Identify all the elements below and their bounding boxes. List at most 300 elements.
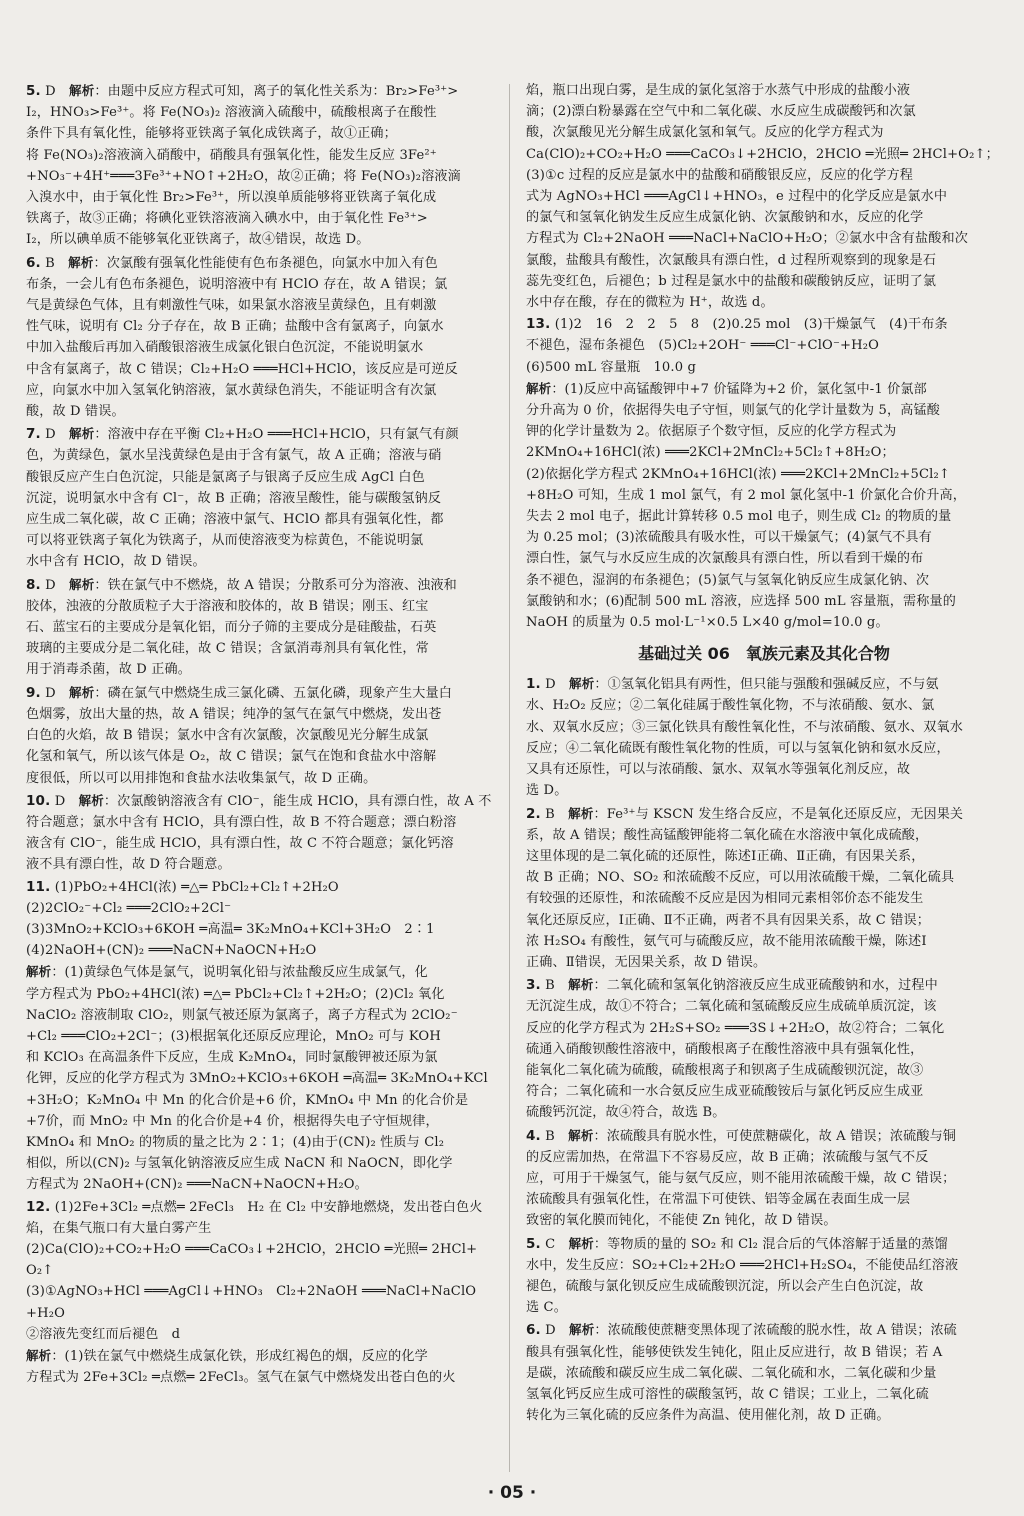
text-line bbox=[26, 1047, 496, 1068]
line-text: 系，故 A 错误；酸性高锰酸钾能将二氧化硫在水溶液中氧化成硫酸， bbox=[526, 827, 929, 843]
line-text: ：次氯酸有强氧化性能使有色布条褪色，向氯水中加入有色 bbox=[93, 255, 438, 271]
line-text: I₂，HNO₃>Fe³⁺。将 Fe(NO₃)₂ 溶液滴入硫酸中，硫酸根离子在酸性 bbox=[26, 105, 437, 121]
line-text: ②溶液先变红而后褪色 d bbox=[26, 1326, 181, 1342]
line-text: ：浓硫酸使蔗糖变黑体现了浓硫酸的脱水性，故 A 错误；浓硫 bbox=[594, 1323, 957, 1339]
text-line bbox=[26, 467, 496, 488]
text-line bbox=[26, 80, 496, 102]
line-text: (1)2 16 2 2 5 8 (2)0.25 mol (3)干燥氯气 (4)干布条 bbox=[554, 317, 948, 333]
text-line bbox=[526, 591, 1002, 612]
text-line bbox=[26, 1026, 496, 1047]
text-line bbox=[526, 442, 1002, 463]
text-line bbox=[26, 746, 496, 767]
analysis-label: 解析 bbox=[568, 1127, 594, 1143]
line-text: 色烟雾，放出大量的热，故 A 错误；纯净的氢气在氯气中燃烧，发出苍 bbox=[26, 706, 442, 722]
text-line bbox=[26, 488, 496, 509]
line-text: 应，可用于干燥氢气，能与氨气反应，则不能用浓硫酸干燥，故 C 错误； bbox=[526, 1170, 956, 1186]
text-line bbox=[526, 1039, 1002, 1060]
line-text: 硫酸钙沉淀，故④符合，故选 B。 bbox=[526, 1105, 726, 1121]
line-text: 有较强的还原性，和浓硫酸不反应是因为相同元素相邻价态不能发生 bbox=[526, 891, 924, 907]
text-line bbox=[526, 144, 1002, 165]
line-text: 致密的氧化膜而钝化，不能使 Zn 钝化，故 D 错误。 bbox=[526, 1213, 837, 1229]
text-line bbox=[26, 1174, 496, 1195]
line-text: 浓 H₂SO₄ 有酸性，氨气可与硫酸反应，故不能用浓硫酸干燥，陈述Ⅰ bbox=[526, 933, 927, 949]
text-line bbox=[26, 337, 496, 358]
line-text: 度很低，所以可以用排饱和食盐水法收集氯气，故 D 正确。 bbox=[26, 770, 377, 786]
answer-choice: D bbox=[45, 577, 56, 593]
text-line bbox=[26, 638, 496, 659]
line-text: 将 Fe(NO₃)₂溶液滴入硝酸中，硝酸具有强氧化性，能发生反应 3Fe²⁺ bbox=[26, 147, 437, 163]
line-text: 可以将亚铁离子氧化为铁离子，从而使溶液变为棕黄色，不能说明氯 bbox=[26, 533, 424, 549]
text-line bbox=[526, 271, 1002, 292]
analysis-label: 解析 bbox=[568, 1235, 594, 1251]
line-text: 反应的化学方程式为 2H₂S+SO₂ ═══3S↓+2H₂O，故②符合；二氧化 bbox=[526, 1020, 945, 1036]
text-line bbox=[26, 919, 496, 940]
analysis-label: 解析 bbox=[69, 576, 95, 592]
answer-choice: D bbox=[45, 84, 56, 99]
answer-item bbox=[526, 803, 1002, 974]
text-line bbox=[526, 825, 1002, 846]
question-number: 8. bbox=[26, 576, 41, 593]
text-line bbox=[526, 1297, 1002, 1318]
text-line bbox=[26, 659, 496, 680]
line-text: 水中含有 HClO，故 D 错误。 bbox=[26, 554, 206, 570]
line-text: 相似，所以(CN)₂ 与氢氧化钠溶液反应生成 NaCN 和 NaOCN，即化学 bbox=[26, 1156, 453, 1172]
text-line bbox=[526, 1189, 1002, 1210]
line-text: +7价，而 MnO₂ 中 Mn 的化合价是+4 价，根据得失电子守恒规律， bbox=[26, 1113, 439, 1129]
line-text: 这里体现的是二氧化硫的还原性，陈述Ⅰ正确、Ⅱ正确，有因果关系， bbox=[526, 848, 925, 864]
section-title: 基础过关 06 氧族元素及其化合物 bbox=[638, 644, 890, 664]
line-text: (2)2ClO₂⁻+Cl₂ ═══2ClO₂+2Cl⁻ bbox=[26, 900, 232, 916]
line-text: 水中，发生反应：SO₂+Cl₂+2H₂O ═══2HCl+H₂SO₄，不能使品红溶液 bbox=[526, 1257, 959, 1273]
text-line bbox=[526, 165, 1002, 186]
text-line bbox=[26, 274, 496, 295]
text-line bbox=[526, 695, 1002, 716]
text-line bbox=[26, 1153, 496, 1174]
line-text: 沉淀，说明氯水中含有 Cl⁻，故 B 正确；溶液呈酸性，能与碳酸氢钠反 bbox=[26, 490, 442, 506]
line-text: 氯酸，盐酸具有酸性，次氯酸具有漂白性，d 过程所观察到的现象是石 bbox=[526, 252, 937, 268]
text-line bbox=[26, 877, 496, 898]
answer-item bbox=[26, 790, 496, 876]
line-text: ：(1)铁在氯气中燃烧生成氯化铁，形成红褐色的烟，反应的化学 bbox=[51, 1348, 428, 1364]
text-line bbox=[26, 1281, 496, 1302]
answer-item bbox=[526, 1319, 1002, 1426]
line-text: (3)3MnO₂+KClO₃+6KOH ═高温═ 3K₂MnO₄+KCl+3H₂O 2∶1 bbox=[26, 921, 435, 937]
line-text: 和 KClO₃ 在高温条件下反应，生成 K₂MnO₄，同时氯酸钾被还原为氯 bbox=[26, 1050, 438, 1066]
text-line bbox=[526, 738, 1002, 759]
line-text: 水中存在酸，存在的微粒为 H⁺，故选 d。 bbox=[526, 295, 774, 311]
line-text: I₂，所以碘单质不能够氧化亚铁离子，故④错误，故选 D。 bbox=[26, 232, 370, 248]
line-text: +8H₂O 可知，生成 1 mol 氯气，有 2 mol 氯化氢中-1 价氯化合价升高， bbox=[526, 487, 966, 503]
text-line bbox=[526, 335, 1002, 356]
line-text: 钾的化学计量数为 2。依据原子个数守恒，反应的化学方程式为 bbox=[526, 424, 897, 440]
line-text: 布条，一会儿有色布条褪色，说明溶液中有 HClO 存在，故 A 错误；氯 bbox=[26, 276, 448, 292]
line-text: 应生成二氧化碳，故 C 正确；溶液中氯气、HClO 都具有强氧化性，都 bbox=[26, 512, 444, 528]
line-text: 化氢和氧气，所以该气体是 O₂，故 C 错误；氯气在饱和食盐水中溶解 bbox=[26, 749, 437, 765]
line-text: NaClO₂ 溶液制取 ClO₂，则氯气被还原为氯离子，离子方程式为 2ClO₂⁻ bbox=[26, 1007, 458, 1023]
line-text: 应，向氯水中加入氢氧化钠溶液，氯水黄绿色消失，不能证明含有次氯 bbox=[26, 382, 437, 398]
answer-choice: D bbox=[545, 677, 556, 693]
answer-choice: D bbox=[545, 1323, 556, 1339]
text-line bbox=[26, 123, 496, 144]
line-text: 是碳，浓硫酸和碳反应生成二氧化碳、二氧化硫和水，二氧化碳和少量 bbox=[526, 1365, 937, 1381]
line-text: +Cl₂ ═══ClO₂+2Cl⁻；(3)根据氧化还原反应理论，MnO₂ 可与 KOH bbox=[26, 1028, 441, 1044]
text-line bbox=[26, 1111, 496, 1132]
answer-item bbox=[26, 423, 496, 572]
text-line bbox=[26, 1005, 496, 1026]
line-text: ：由题中反应方程式可知，离子的氧化性关系为：Br₂>Fe³⁺> bbox=[94, 84, 459, 99]
line-text: 为 0.25 mol；(3)浓硫酸具有吸水性，可以干燥氯气；(4)氯气不具有 bbox=[526, 530, 932, 546]
text-line bbox=[26, 682, 496, 704]
text-line bbox=[26, 574, 496, 596]
text-line bbox=[526, 464, 1002, 485]
answer-item bbox=[26, 574, 496, 681]
answer-choice: B bbox=[545, 1128, 555, 1144]
line-text: 蕊先变红色，后褪色；b 过程是氯水中的盐酸和碳酸钠反应，证明了氯 bbox=[526, 273, 937, 289]
line-text: 转化为三氧化硫的反应条件为高温、使用催化剂，故 D 正确。 bbox=[526, 1408, 890, 1424]
line-text: (1)2Fe+3Cl₂ ═点燃═ 2FeCl₃ H₂ 在 Cl₂ 中安静地燃烧，发出苍白色火 bbox=[54, 1199, 483, 1215]
line-text: 氯酸钠和水；(6)配制 500 mL 溶液，应选择 500 mL 容量瓶，需称量的 bbox=[526, 593, 956, 609]
line-text: 方程式为 2Fe+3Cl₂ ═点燃═ 2FeCl₃。氢气在氯气中燃烧发出苍白色的火 bbox=[26, 1370, 456, 1386]
line-text: 选 C。 bbox=[526, 1300, 567, 1316]
line-text: ：磷在氯气中燃烧生成三氯化磷、五氯化磷，现象产生大量白 bbox=[94, 685, 452, 701]
text-line bbox=[26, 940, 496, 961]
text-line bbox=[526, 888, 1002, 909]
line-text: 无沉淀生成，故①不符合；二氧化硫和氢硫酸反应生成硫单质沉淀，该 bbox=[526, 999, 937, 1015]
right-column bbox=[526, 80, 1002, 1427]
text-line bbox=[526, 207, 1002, 228]
line-text: 酸银反应产生白色沉淀，只能是氯离子与银离子反应生成 AgCl 白色 bbox=[26, 469, 425, 485]
text-line bbox=[526, 1018, 1002, 1039]
text-line bbox=[526, 1168, 1002, 1189]
line-text: 失去 2 mol 电子，据此计算转移 0.5 mol 电子，则生成 Cl₂ 的物质的量 bbox=[526, 509, 952, 525]
text-line bbox=[526, 996, 1002, 1017]
text-line bbox=[26, 145, 496, 166]
line-text: 酸，次氯酸见光分解生成氯化氢和氧气。反应的化学方程式为 bbox=[526, 125, 884, 141]
text-line bbox=[526, 186, 1002, 207]
question-number: 12. bbox=[26, 1198, 51, 1215]
text-line bbox=[26, 380, 496, 401]
line-text: 的反应需加热，在常温下不容易反应，故 B 正确；浓硫酸与氢气不反 bbox=[526, 1149, 929, 1165]
line-text: +NO₃⁻+4H⁺═══3Fe³⁺+NO↑+2H₂O，故②正确；将 Fe(NO₃)₂溶液滴 bbox=[26, 168, 461, 184]
text-line bbox=[526, 1147, 1002, 1168]
text-line bbox=[526, 952, 1002, 973]
text-line bbox=[526, 612, 1002, 633]
answer-item bbox=[526, 673, 1002, 801]
line-text: 式为 AgNO₃+HCl ═══AgCl↓+HNO₃，e 过程中的化学反应是氯水中 bbox=[526, 189, 948, 205]
analysis-label: 解析 bbox=[26, 1347, 52, 1363]
line-text: 中加入盐酸后再加入硝酸银溶液生成氯化银白色沉淀，不能说明氯水 bbox=[26, 340, 424, 356]
line-text: 色，为黄绿色，氯水呈浅黄绿色是由于含有氯气，故 A 正确；溶液与硝 bbox=[26, 448, 442, 464]
answer-choice: B bbox=[45, 255, 55, 271]
line-text: 白色的火焰，故 B 错误；氯水中含有次氯酸，次氯酸见光分解生成氯 bbox=[26, 728, 429, 744]
line-text: 条件下具有氧化性，能够将亚铁离子氧化成铁离子，故①正确； bbox=[26, 126, 397, 142]
line-text: ：次氯酸钠溶液含有 ClO⁻，能生成 HClO，具有漂白性，故 A 不 bbox=[103, 793, 492, 809]
answer-choice: D bbox=[54, 793, 66, 809]
line-text: 气是黄绿色气体，且有刺激性气味，如果氯水溶液呈黄绿色，且有刺激 bbox=[26, 298, 437, 314]
text-line bbox=[526, 228, 1002, 249]
line-text: ：二氧化硫和氢氧化钠溶液反应生成亚硫酸钠和水，过程中 bbox=[593, 978, 938, 994]
question-number: 4. bbox=[526, 1127, 541, 1144]
line-text: Ca(ClO)₂+CO₂+H₂O ═══CaCO₃↓+2HClO，2HClO ═光照═ 2HCl+O₂↑； bbox=[526, 146, 999, 162]
question-number: 3. bbox=[526, 977, 541, 994]
line-text: ：溶液中存在平衡 Cl₂+H₂O ═══HCl+HClO，只有氯气有颜 bbox=[94, 427, 459, 443]
text-line bbox=[526, 485, 1002, 506]
question-number: 13. bbox=[526, 316, 551, 333]
text-line bbox=[26, 102, 496, 123]
line-text: 方程式为 Cl₂+2NaOH ═══NaCl+NaClO+H₂O；②氯水中含有盐酸和次 bbox=[526, 231, 969, 247]
text-line bbox=[26, 1239, 496, 1260]
line-text: (4)2NaOH+(CN)₂ ═══NaCN+NaOCN+H₂O bbox=[26, 943, 317, 959]
text-line bbox=[26, 229, 496, 250]
line-text: 符合；二氧化硫和一水合氨反应生成亚硫酸铵后与氯化钙反应生成亚 bbox=[526, 1084, 924, 1100]
text-line bbox=[526, 780, 1002, 801]
line-text: ：等物质的量的 SO₂ 和 Cl₂ 混合后的气体溶解于适量的蒸馏 bbox=[593, 1236, 948, 1252]
line-text: 硫通入硝酸钡酸性溶液中，硝酸根离子在酸性溶液中具有强氧化性， bbox=[526, 1041, 924, 1057]
line-text: KMnO₄ 和 MnO₂ 的物质的量之比为 2∶1；(4)由于(CN)₂ 性质与 Cl₂ bbox=[26, 1134, 445, 1150]
line-text: 浓硫酸具有强氧化性，在常温下可使铁、铝等金属在表面生成一层 bbox=[526, 1192, 911, 1208]
line-text: 的氯气和氢氧化钠发生反应生成氯化钠、次氯酸钠和水，反应的化学 bbox=[526, 210, 924, 226]
text-line bbox=[26, 445, 496, 466]
text-line bbox=[26, 1324, 496, 1345]
line-text: 焰，瓶口出现白雾，是生成的氯化氢溶于水蒸气中形成的盐酸小液 bbox=[526, 83, 911, 98]
question-number: 6. bbox=[526, 1322, 541, 1339]
question-number: 9. bbox=[26, 684, 41, 701]
answer-item bbox=[26, 877, 496, 1196]
line-text: ：(1)黄绿色气体是氯气，说明氧化铅与浓盐酸反应生成氯气，化 bbox=[51, 965, 428, 981]
text-line bbox=[26, 984, 496, 1005]
text-line bbox=[26, 768, 496, 789]
page-number: · 05 · bbox=[487, 1483, 537, 1503]
text-line bbox=[26, 208, 496, 229]
line-text: 分升高为 0 价，依据得失电子守恒，则氯气的化学计量数为 5，高锰酸 bbox=[526, 403, 940, 419]
text-line bbox=[526, 421, 1002, 442]
text-line bbox=[526, 1384, 1002, 1405]
line-text: 滴；(2)漂白粉暴露在空气中和二氧化碳、水反应生成碳酸钙和次氯 bbox=[526, 104, 916, 120]
text-line bbox=[26, 1132, 496, 1153]
text-line bbox=[526, 101, 1002, 122]
text-line bbox=[26, 790, 496, 812]
text-line bbox=[526, 759, 1002, 780]
line-text: 酸具有强氧化性，能够使铁发生钝化，阻止反应进行，故 B 错误；若 A bbox=[526, 1344, 943, 1360]
line-text: 能氧化二氧化硫为硫酸，硫酸根离子和钡离子生成硫酸钡沉淀，故③ bbox=[526, 1062, 924, 1078]
analysis-label: 解析 bbox=[526, 380, 552, 396]
line-text: (1)PbO₂+4HCl(浓) ═△═ PbCl₂+Cl₂↑+2H₂O bbox=[54, 879, 339, 895]
text-line bbox=[26, 1218, 496, 1239]
line-text: ：浓硫酸具有脱水性，可使蔗糖碳化，故 A 错误；浓硫酸与铜 bbox=[593, 1128, 957, 1144]
line-text: 反应；④二氧化硫既有酸性氧化物的性质，可以与氢氧化钠和氨水反应， bbox=[526, 740, 950, 756]
line-text: O₂↑ bbox=[26, 1263, 54, 1279]
answer-item bbox=[26, 682, 496, 789]
line-text: 故 B 正确；NO、SO₂ 和浓硫酸不反应，可以用浓硫酸干燥，二氧化硫具 bbox=[526, 870, 955, 886]
text-line bbox=[526, 803, 1002, 825]
analysis-label: 解析 bbox=[78, 792, 104, 808]
question-number: 2. bbox=[526, 805, 541, 822]
line-text: ：(1)反应中高锰酸钾中+7 价锰降为+2 价，氯化氢中-1 价氯部 bbox=[551, 381, 927, 397]
text-line bbox=[526, 846, 1002, 867]
line-text: (6)500 mL 容量瓶 10.0 g bbox=[526, 359, 697, 375]
analysis-label: 解析 bbox=[26, 964, 52, 980]
line-text: 又具有还原性，可以与浓硝酸、氯水、双氧水等强氧化剂反应，故 bbox=[526, 762, 911, 778]
question-number: 5. bbox=[526, 1235, 541, 1252]
text-line bbox=[26, 1068, 496, 1089]
text-line bbox=[526, 357, 1002, 378]
text-line bbox=[526, 910, 1002, 931]
text-line bbox=[526, 570, 1002, 591]
line-text: 水、双氧水反应；③三氯化铁具有酸性氧化性，不与浓硝酸、氨水、双氧水 bbox=[526, 719, 964, 735]
text-line bbox=[526, 1342, 1002, 1363]
line-text: (3)①AgNO₃+HCl ═══AgCl↓+HNO₃ Cl₂+2NaOH ═══NaCl+NaClO bbox=[26, 1284, 477, 1300]
line-text: 漂白性，氯气与水反应生成的次氯酸具有漂白性，所以看到干燥的布 bbox=[526, 551, 924, 567]
text-line bbox=[526, 1125, 1002, 1147]
line-text: 选 D。 bbox=[526, 783, 568, 799]
text-line bbox=[526, 80, 1002, 101]
text-line bbox=[26, 530, 496, 551]
line-text: 正确、Ⅱ错误，无因果关系，故 D 错误。 bbox=[526, 954, 767, 970]
question-number: 10. bbox=[26, 792, 51, 809]
line-text: 玻璃的主要成分是二氧化硅，故 C 错误；含氯消毒剂具有氧化性，常 bbox=[26, 641, 429, 657]
text-line bbox=[526, 1363, 1002, 1384]
text-line bbox=[26, 1260, 496, 1281]
text-line bbox=[526, 122, 1002, 143]
text-line bbox=[526, 1405, 1002, 1426]
text-line bbox=[26, 854, 496, 875]
line-text: 2KMnO₄+16HCl(浓) ═══2KCl+2MnCl₂+5Cl₂↑+8H₂O； bbox=[526, 445, 895, 461]
answer-choice: D bbox=[45, 427, 56, 443]
text-line bbox=[526, 1060, 1002, 1081]
analysis-label: 解析 bbox=[568, 977, 594, 993]
text-line bbox=[526, 974, 1002, 996]
question-number: 6. bbox=[26, 254, 41, 271]
line-text: 用于消毒杀菌，故 D 正确。 bbox=[26, 662, 191, 678]
answer-item bbox=[526, 1233, 1002, 1319]
question-number: 1. bbox=[526, 676, 541, 693]
text-line bbox=[526, 548, 1002, 569]
line-text: 液含有 ClO⁻，能生成 HClO，具有漂白性，故 C 不符合题意；氯化钙溶 bbox=[26, 836, 454, 852]
question-number: 11. bbox=[26, 878, 51, 895]
text-line bbox=[526, 931, 1002, 952]
line-text: 胶体，浊液的分散质粒子大于溶液和胶体的，故 B 错误；刚玉、红宝 bbox=[26, 598, 429, 614]
text-line bbox=[26, 704, 496, 725]
text-line bbox=[526, 314, 1002, 335]
line-text: 中含有氯离子，故 C 错误；Cl₂+H₂O ═══HCl+HClO，该反应是可逆反 bbox=[26, 361, 458, 377]
line-text: ：Fe³⁺与 KSCN 发生络合反应，不是氧化还原反应，无因果关 bbox=[593, 806, 964, 822]
line-text: 氢氧化钙反应生成可溶性的碳酸氢钙，故 C 错误；工业上，二氧化硫 bbox=[526, 1386, 929, 1402]
answer-item bbox=[526, 1125, 1002, 1232]
text-line bbox=[526, 867, 1002, 888]
analysis-label: 解析 bbox=[69, 684, 95, 700]
answer-choice: B bbox=[545, 978, 555, 994]
answer-choice: D bbox=[45, 685, 56, 701]
question-number: 7. bbox=[26, 426, 41, 443]
analysis-label: 解析 bbox=[69, 83, 95, 98]
line-text: 焰，在集气瓶口有大量白雾产生 bbox=[26, 1220, 212, 1236]
text-line bbox=[26, 551, 496, 572]
line-text: 方程式为 2NaOH+(CN)₂ ═══NaCN+NaOCN+H₂O。 bbox=[26, 1177, 368, 1193]
text-line bbox=[26, 1197, 496, 1218]
line-text: NaOH 的质量为 0.5 mol·L⁻¹×0.5 L×40 g/mol=10.0 g。 bbox=[526, 615, 889, 631]
line-text: 入溴水中，由于氧化性 Br₂>Fe³⁺，所以溴单质能够将亚铁离子氧化成 bbox=[26, 190, 437, 206]
text-line bbox=[526, 1210, 1002, 1231]
analysis-label: 解析 bbox=[69, 426, 95, 442]
answer-item bbox=[526, 314, 1002, 633]
text-line bbox=[26, 596, 496, 617]
answer-item bbox=[526, 80, 1002, 313]
text-line bbox=[26, 166, 496, 187]
line-text: 氧化还原反应，Ⅰ正确、Ⅱ不正确，两者不具有因果关系，故 C 错误； bbox=[526, 912, 930, 928]
line-text: 条不褪色，湿润的布条褪色；(5)氯气与氢氧化钠反应生成氯化钠、次 bbox=[526, 572, 930, 588]
text-line bbox=[526, 250, 1002, 271]
text-line bbox=[26, 617, 496, 638]
text-line bbox=[26, 1345, 496, 1367]
line-text: (2)Ca(ClO)₂+CO₂+H₂O ═══CaCO₃↓+2HClO，2HClO ═光照═ 2HCl+ bbox=[26, 1241, 478, 1257]
text-line bbox=[26, 423, 496, 445]
text-line bbox=[526, 1319, 1002, 1341]
line-text: 化钾，反应的化学方程式为 3MnO₂+KClO₃+6KOH ═高温═ 3K₂MnO₄+KCl bbox=[26, 1071, 488, 1087]
text-line bbox=[526, 506, 1002, 527]
text-line bbox=[526, 1081, 1002, 1102]
text-line bbox=[26, 1090, 496, 1111]
text-line bbox=[26, 509, 496, 530]
text-line bbox=[526, 717, 1002, 738]
analysis-label: 解析 bbox=[569, 676, 595, 692]
text-line bbox=[26, 812, 496, 833]
analysis-label: 解析 bbox=[568, 805, 594, 821]
answer-choice: B bbox=[545, 806, 555, 822]
line-text: (3)①c 过程的反应是氯水中的盐酸和硝酸银反应，反应的化学方程 bbox=[526, 167, 914, 183]
text-line bbox=[526, 400, 1002, 421]
line-text: 石、蓝宝石的主要成分是氧化铝，而分子筛的主要成分是硅酸盐，石英 bbox=[26, 620, 437, 636]
text-line bbox=[26, 961, 496, 983]
line-text: +H₂O bbox=[26, 1305, 65, 1321]
text-line bbox=[26, 187, 496, 208]
text-line bbox=[26, 1367, 496, 1388]
line-text: 不褪色，湿布条褪色 (5)Cl₂+2OH⁻ ═══Cl⁻+ClO⁻+H₂O bbox=[526, 338, 879, 354]
text-line bbox=[526, 527, 1002, 548]
left-column bbox=[26, 80, 496, 1389]
text-line bbox=[26, 898, 496, 919]
line-text: 褪色，硫酸与氯化钡反应生成硫酸钡沉淀，所以会产生白色沉淀，故 bbox=[526, 1278, 924, 1294]
analysis-label: 解析 bbox=[569, 1322, 595, 1338]
text-line bbox=[26, 833, 496, 854]
line-text: 酸，故 D 错误。 bbox=[26, 404, 125, 420]
answer-item bbox=[526, 974, 1002, 1123]
line-text: 铁离子，故③正确；将碘化亚铁溶液滴入碘水中，由于氧化性 Fe³⁺> bbox=[26, 211, 428, 227]
line-text: ：铁在氯气中不燃烧，故 A 错误；分散系可分为溶液、浊液和 bbox=[94, 577, 457, 593]
text-line bbox=[26, 316, 496, 337]
answer-item bbox=[26, 80, 496, 251]
answer-item bbox=[26, 1197, 496, 1389]
line-text: 性气味，说明有 Cl₂ 分子存在，故 B 正确；盐酸中含有氯离子，向氯水 bbox=[26, 319, 444, 335]
text-line bbox=[26, 401, 496, 422]
text-line bbox=[26, 725, 496, 746]
text-line bbox=[26, 252, 496, 274]
text-line bbox=[26, 359, 496, 380]
line-text: ：①氢氧化铝具有两性，但只能与强酸和强碱反应，不与氨 bbox=[594, 677, 939, 693]
column-divider bbox=[509, 84, 510, 1472]
line-text: 液不具有漂白性，故 D 符合题意。 bbox=[26, 857, 231, 873]
text-line bbox=[26, 1303, 496, 1324]
text-line bbox=[526, 292, 1002, 313]
line-text: 水、H₂O₂ 反应；②二氧化硅属于酸性氧化物，不与浓硝酸、氨水、氯 bbox=[526, 698, 935, 714]
question-number: 5. bbox=[26, 83, 41, 99]
text-line bbox=[526, 378, 1002, 400]
text-line bbox=[526, 1276, 1002, 1297]
text-line bbox=[526, 673, 1002, 695]
analysis-label: 解析 bbox=[68, 254, 94, 270]
line-text: 学方程式为 PbO₂+4HCl(浓) ═△═ PbCl₂+Cl₂↑+2H₂O；(2)Cl₂ 氧化 bbox=[26, 986, 445, 1002]
text-line bbox=[526, 1255, 1002, 1276]
answer-item bbox=[26, 252, 496, 423]
